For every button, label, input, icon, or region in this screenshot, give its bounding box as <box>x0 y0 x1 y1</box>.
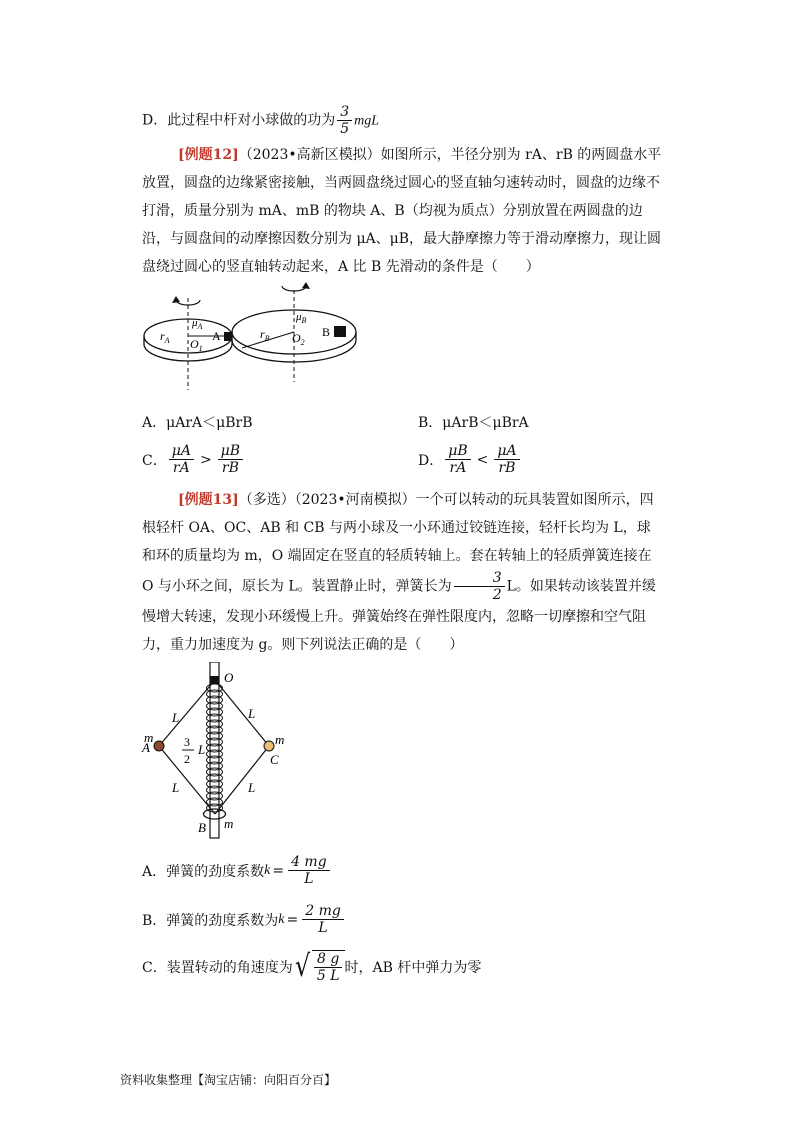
label-l-oc: L <box>248 706 256 721</box>
label-m-a: m <box>144 730 154 745</box>
option-d-mgl: mgL <box>354 113 380 129</box>
label-mua: $\mu_A$ <box>192 317 203 331</box>
rod-cb <box>215 746 269 814</box>
label-m-b: m <box>224 816 234 831</box>
spring-frac-den: 2 <box>184 752 190 766</box>
example-13-paragraph <box>142 486 662 659</box>
label-l-spring: L <box>198 742 206 757</box>
label-o1: $O_1$ <box>190 337 203 353</box>
label-l-cb: L <box>248 780 256 795</box>
example-12-tag: [例题12] <box>178 147 239 163</box>
example-12-paragraph <box>142 141 662 281</box>
label-o2: $O_2$ <box>292 331 305 347</box>
spring-frac-num: 3 <box>184 735 190 749</box>
label-a: A <box>142 740 150 755</box>
ball-c <box>264 741 274 751</box>
example-13-text1: （多选）（2023•河南模拟）一个可以转动的玩具装置如图所示，四根轻杆 OA、OC、AB 和 CB 与两小球及一小环通过铰链连接，轻杆长均为 L，球和环的质量均为 m，O 端固定在竖直的轻质转轴上。套在转轴上的轻质弹簧连接在 O 与小环之间，原长为 L。装置静止时，弹簧长为 <box>142 492 654 595</box>
pivot-o <box>210 676 219 684</box>
label-ra: $r_A$ <box>160 329 170 345</box>
option-d-text: D．此过程中杆对小球做的功为 <box>142 112 336 129</box>
example-13-text2: L。如果转动该装置并缓慢增大转速，发现小环缓慢上升。弹簧始终在弹性限度内，忽略一切摩擦和空气阻力，重力加速度为 g。则下列说法正确的是（ ） <box>142 578 656 653</box>
label-o: O <box>224 670 234 685</box>
example-13-tag: [例题13] <box>178 492 239 508</box>
spring-device-figure <box>140 662 300 840</box>
ball-a <box>154 741 164 751</box>
block-a <box>224 332 232 341</box>
label-mub: $\mu_B$ <box>296 311 307 325</box>
ex12-option-c[interactable]: C． $\frac{\mu A}{rA}$ > $\frac{\mu B}{rB}$ <box>142 443 245 476</box>
example-12-text: （2023•高新区模拟）如图所示，半径分别为 rA、rB 的两圆盘水平放置，圆盘的边缘紧密接触，当两圆盘绕过圆心的竖直轴匀速转动时，圆盘的边缘不打滑，质量分别为 mA、mB 的物块 A、B（均视为质点）分别放置在两圆盘的边沿，与圆盘间的动摩擦因数分别为 μA、μB，最大静摩擦力等于滑动摩擦力，现让圆盘绕过圆心的竖直轴转动起来，A 比 B 先滑动的条件是（ ） <box>142 147 662 275</box>
example-13-fraction: $\frac{3}{2}$ <box>454 570 505 603</box>
discs-figure <box>142 278 372 396</box>
ex12-option-a[interactable]: A．μArA＜μBrB <box>142 415 253 431</box>
footer-text: 资料收集整理【淘宝店铺：向阳百分百】 <box>120 1073 337 1087</box>
label-b: B <box>322 325 331 339</box>
label-a: A <box>212 329 221 343</box>
label-l-ab: L <box>172 780 180 795</box>
sqrt-expression: √ $\frac{8 g}{5 L}$ <box>293 950 345 984</box>
ex13-option-b[interactable]: B．弹簧的劲度系数为 k = $\frac{2 mg}{L}$ <box>142 903 346 936</box>
ex13-option-c[interactable]: C．装置转动的角速度为 √ $\frac{8 g}{5 L}$ 时，AB 杆中弹力为零 <box>142 949 482 984</box>
label-l-oa: L <box>172 710 180 725</box>
rod-oc <box>215 680 269 746</box>
label-m-c: m <box>275 732 285 747</box>
option-d-line <box>142 104 379 137</box>
arrow-head-b-icon <box>302 282 310 289</box>
label-c: C <box>270 752 279 767</box>
label-rb: $r_B$ <box>260 327 270 343</box>
label-b: B <box>198 820 206 835</box>
option-d-fraction: $\frac{3}{5}$ <box>337 104 352 137</box>
ex12-option-b[interactable]: B．μArB＜μBrA <box>418 415 529 431</box>
ex12-option-d[interactable]: D． $\frac{\mu B}{rA}$ < $\frac{\mu A}{rB}$ <box>418 443 522 476</box>
ex13-option-a[interactable]: A．弹簧的劲度系数 k = $\frac{4 mg}{L}$ <box>142 854 332 887</box>
block-b <box>334 326 346 337</box>
arrow-head-a-icon <box>172 296 180 303</box>
